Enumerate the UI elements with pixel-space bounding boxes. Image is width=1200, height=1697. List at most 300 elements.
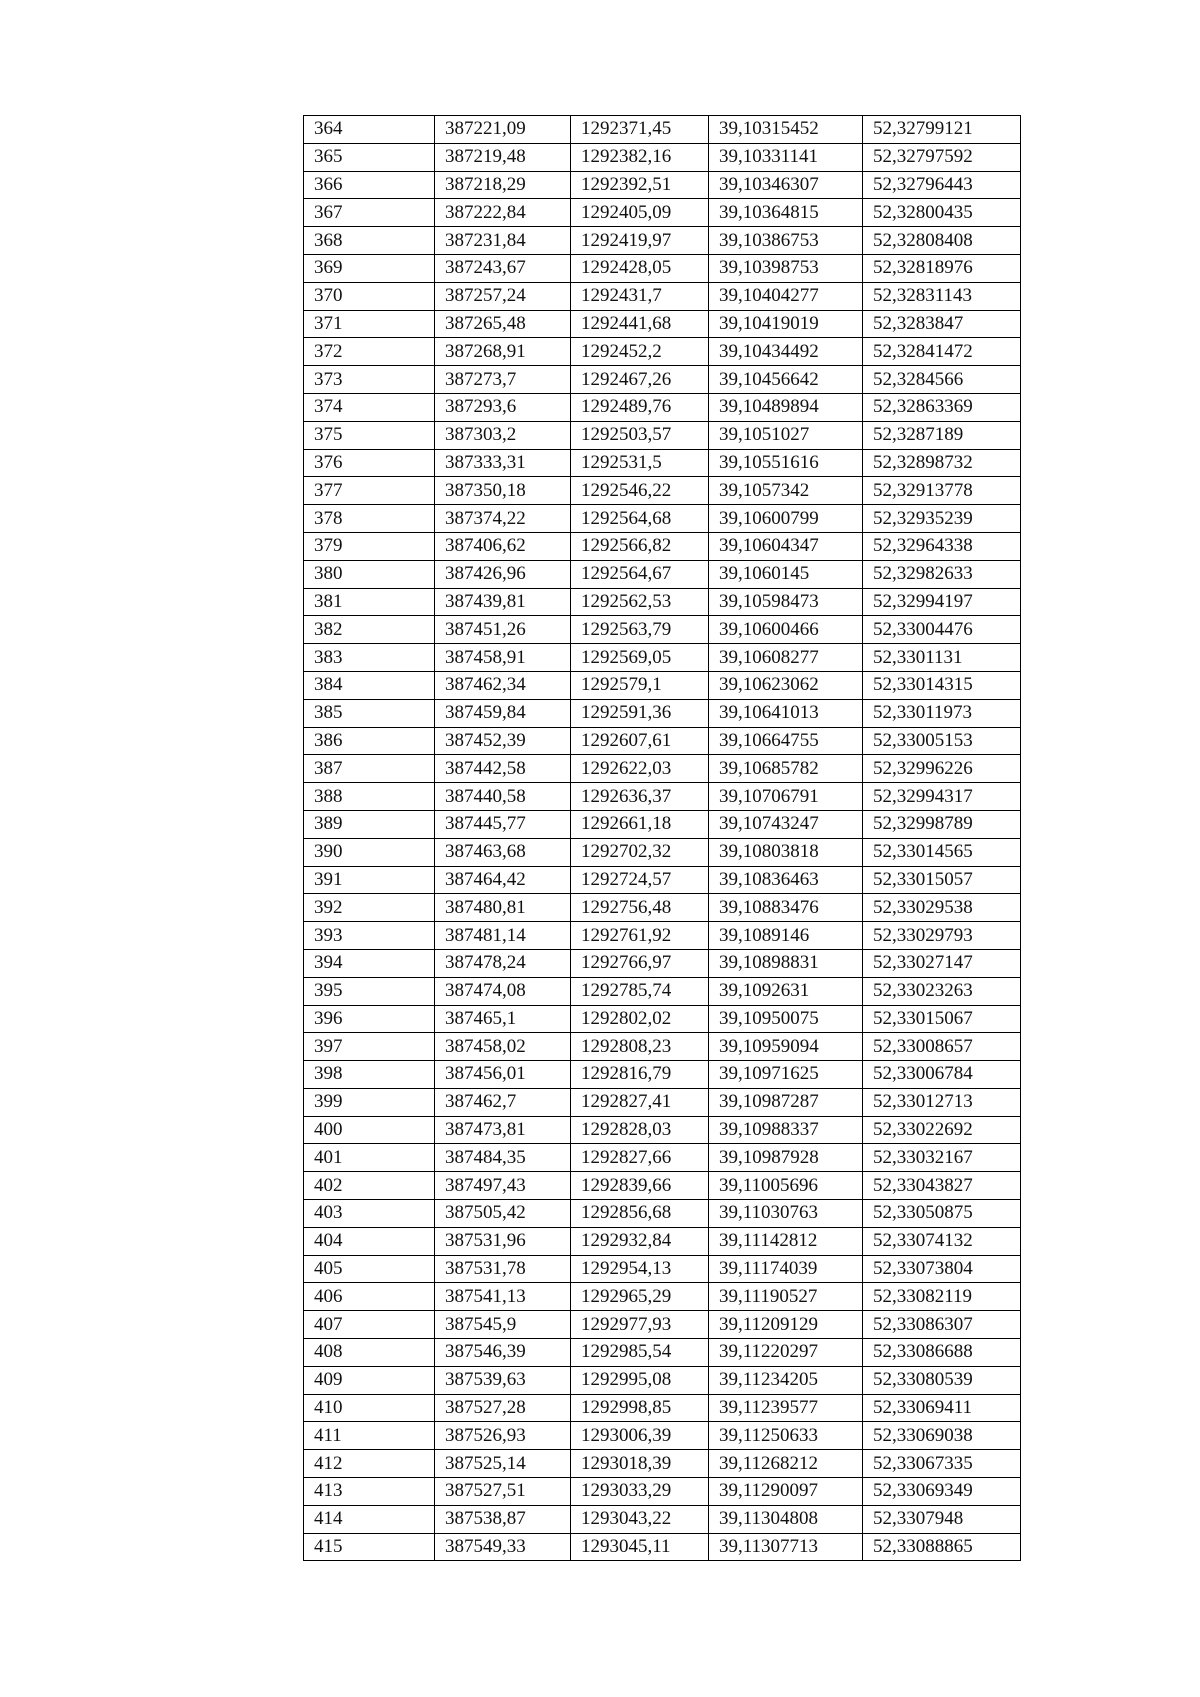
latitude-cell: 52,33074132	[863, 1227, 1021, 1255]
longitude-cell: 39,10456642	[709, 366, 863, 394]
x-coordinate-cell: 387549,33	[435, 1533, 571, 1561]
longitude-cell: 39,1057342	[709, 477, 863, 505]
x-coordinate-cell: 387406,62	[435, 532, 571, 560]
longitude-cell: 39,10604347	[709, 532, 863, 560]
table-row	[304, 588, 1021, 616]
longitude-cell: 39,11005696	[709, 1172, 863, 1200]
x-coordinate-cell: 387265,48	[435, 310, 571, 338]
table-row	[304, 449, 1021, 477]
latitude-cell: 52,33015067	[863, 1005, 1021, 1033]
latitude-cell: 52,32994317	[863, 783, 1021, 811]
longitude-cell: 39,1060145	[709, 560, 863, 588]
table-row	[304, 1172, 1021, 1200]
latitude-cell: 52,32841472	[863, 338, 1021, 366]
y-coordinate-cell: 1292785,74	[571, 977, 709, 1005]
table-row	[304, 866, 1021, 894]
point-number-cell: 392	[304, 894, 435, 922]
table-row	[304, 1005, 1021, 1033]
point-number-cell: 408	[304, 1339, 435, 1367]
table-row	[304, 116, 1021, 144]
table-row	[304, 838, 1021, 866]
longitude-cell: 39,10987287	[709, 1088, 863, 1116]
latitude-cell: 52,3287189	[863, 421, 1021, 449]
latitude-cell: 52,32831143	[863, 282, 1021, 310]
y-coordinate-cell: 1292802,02	[571, 1005, 709, 1033]
longitude-cell: 39,1089146	[709, 922, 863, 950]
x-coordinate-cell: 387231,84	[435, 227, 571, 255]
table-row	[304, 421, 1021, 449]
y-coordinate-cell: 1292766,97	[571, 949, 709, 977]
y-coordinate-cell: 1292405,09	[571, 199, 709, 227]
table-row	[304, 1505, 1021, 1533]
longitude-cell: 39,10950075	[709, 1005, 863, 1033]
point-number-cell: 375	[304, 421, 435, 449]
table-row	[304, 143, 1021, 171]
x-coordinate-cell: 387458,02	[435, 1033, 571, 1061]
y-coordinate-cell: 1292563,79	[571, 616, 709, 644]
table-row	[304, 1366, 1021, 1394]
longitude-cell: 39,10988337	[709, 1116, 863, 1144]
latitude-cell: 52,33004476	[863, 616, 1021, 644]
y-coordinate-cell: 1292702,32	[571, 838, 709, 866]
table-row	[304, 1339, 1021, 1367]
longitude-cell: 39,10971625	[709, 1061, 863, 1089]
table-row	[304, 1422, 1021, 1450]
longitude-cell: 39,10404277	[709, 282, 863, 310]
table-row	[304, 393, 1021, 421]
table-row	[304, 894, 1021, 922]
table-row	[304, 1088, 1021, 1116]
y-coordinate-cell: 1292503,57	[571, 421, 709, 449]
table-row	[304, 977, 1021, 1005]
point-number-cell: 407	[304, 1311, 435, 1339]
x-coordinate-cell: 387442,58	[435, 755, 571, 783]
table-row	[304, 922, 1021, 950]
latitude-cell: 52,33067335	[863, 1450, 1021, 1478]
point-number-cell: 406	[304, 1283, 435, 1311]
y-coordinate-cell: 1292932,84	[571, 1227, 709, 1255]
longitude-cell: 39,10803818	[709, 838, 863, 866]
point-number-cell: 405	[304, 1255, 435, 1283]
point-number-cell: 385	[304, 699, 435, 727]
table-row	[304, 1061, 1021, 1089]
x-coordinate-cell: 387478,24	[435, 949, 571, 977]
point-number-cell: 401	[304, 1144, 435, 1172]
point-number-cell: 413	[304, 1478, 435, 1506]
latitude-cell: 52,33023263	[863, 977, 1021, 1005]
table-row	[304, 1283, 1021, 1311]
y-coordinate-cell: 1292591,36	[571, 699, 709, 727]
point-number-cell: 383	[304, 644, 435, 672]
latitude-cell: 52,33032167	[863, 1144, 1021, 1172]
y-coordinate-cell: 1292562,53	[571, 588, 709, 616]
point-number-cell: 389	[304, 810, 435, 838]
point-number-cell: 374	[304, 393, 435, 421]
longitude-cell: 39,10386753	[709, 227, 863, 255]
point-number-cell: 397	[304, 1033, 435, 1061]
y-coordinate-cell: 1292995,08	[571, 1366, 709, 1394]
point-number-cell: 377	[304, 477, 435, 505]
x-coordinate-cell: 387445,77	[435, 810, 571, 838]
latitude-cell: 52,32935239	[863, 505, 1021, 533]
longitude-cell: 39,11239577	[709, 1394, 863, 1422]
latitude-cell: 52,33082119	[863, 1283, 1021, 1311]
table-row	[304, 783, 1021, 811]
x-coordinate-cell: 387462,7	[435, 1088, 571, 1116]
latitude-cell: 52,32982633	[863, 560, 1021, 588]
latitude-cell: 52,32964338	[863, 532, 1021, 560]
point-number-cell: 376	[304, 449, 435, 477]
point-number-cell: 367	[304, 199, 435, 227]
y-coordinate-cell: 1292756,48	[571, 894, 709, 922]
longitude-cell: 39,1051027	[709, 421, 863, 449]
x-coordinate-cell: 387465,1	[435, 1005, 571, 1033]
point-number-cell: 414	[304, 1505, 435, 1533]
y-coordinate-cell: 1292998,85	[571, 1394, 709, 1422]
x-coordinate-cell: 387527,28	[435, 1394, 571, 1422]
latitude-cell: 52,33014315	[863, 671, 1021, 699]
y-coordinate-cell: 1292828,03	[571, 1116, 709, 1144]
x-coordinate-cell: 387451,26	[435, 616, 571, 644]
table-row	[304, 810, 1021, 838]
x-coordinate-cell: 387459,84	[435, 699, 571, 727]
point-number-cell: 366	[304, 171, 435, 199]
table-row	[304, 532, 1021, 560]
table-row	[304, 1200, 1021, 1228]
longitude-cell: 39,10987928	[709, 1144, 863, 1172]
x-coordinate-cell: 387222,84	[435, 199, 571, 227]
point-number-cell: 364	[304, 116, 435, 144]
x-coordinate-cell: 387531,96	[435, 1227, 571, 1255]
longitude-cell: 39,11268212	[709, 1450, 863, 1478]
table-row	[304, 1533, 1021, 1561]
table-row	[304, 338, 1021, 366]
x-coordinate-cell: 387463,68	[435, 838, 571, 866]
point-number-cell: 415	[304, 1533, 435, 1561]
y-coordinate-cell: 1292954,13	[571, 1255, 709, 1283]
x-coordinate-cell: 387218,29	[435, 171, 571, 199]
longitude-cell: 39,10685782	[709, 755, 863, 783]
latitude-cell: 52,33069349	[863, 1478, 1021, 1506]
y-coordinate-cell: 1293033,29	[571, 1478, 709, 1506]
point-number-cell: 410	[304, 1394, 435, 1422]
longitude-cell: 39,10836463	[709, 866, 863, 894]
longitude-cell: 39,10743247	[709, 810, 863, 838]
point-number-cell: 395	[304, 977, 435, 1005]
longitude-cell: 39,11250633	[709, 1422, 863, 1450]
latitude-cell: 52,32996226	[863, 755, 1021, 783]
x-coordinate-cell: 387221,09	[435, 116, 571, 144]
table-row	[304, 616, 1021, 644]
point-number-cell: 404	[304, 1227, 435, 1255]
latitude-cell: 52,33012713	[863, 1088, 1021, 1116]
y-coordinate-cell: 1292382,16	[571, 143, 709, 171]
y-coordinate-cell: 1293043,22	[571, 1505, 709, 1533]
latitude-cell: 52,33050875	[863, 1200, 1021, 1228]
longitude-cell: 39,11209129	[709, 1311, 863, 1339]
longitude-cell: 39,10600799	[709, 505, 863, 533]
table-row	[304, 310, 1021, 338]
longitude-cell: 39,10434492	[709, 338, 863, 366]
x-coordinate-cell: 387350,18	[435, 477, 571, 505]
y-coordinate-cell: 1292579,1	[571, 671, 709, 699]
point-number-cell: 393	[304, 922, 435, 950]
coordinates-table-body	[304, 116, 1021, 1561]
latitude-cell: 52,3284566	[863, 366, 1021, 394]
longitude-cell: 39,10623062	[709, 671, 863, 699]
table-row	[304, 644, 1021, 672]
point-number-cell: 396	[304, 1005, 435, 1033]
x-coordinate-cell: 387303,2	[435, 421, 571, 449]
y-coordinate-cell: 1292827,41	[571, 1088, 709, 1116]
x-coordinate-cell: 387531,78	[435, 1255, 571, 1283]
longitude-cell: 39,10419019	[709, 310, 863, 338]
x-coordinate-cell: 387538,87	[435, 1505, 571, 1533]
point-number-cell: 399	[304, 1088, 435, 1116]
point-number-cell: 403	[304, 1200, 435, 1228]
x-coordinate-cell: 387480,81	[435, 894, 571, 922]
point-number-cell: 372	[304, 338, 435, 366]
longitude-cell: 39,10489894	[709, 393, 863, 421]
longitude-cell: 39,10364815	[709, 199, 863, 227]
x-coordinate-cell: 387545,9	[435, 1311, 571, 1339]
table-row	[304, 1255, 1021, 1283]
x-coordinate-cell: 387525,14	[435, 1450, 571, 1478]
point-number-cell: 388	[304, 783, 435, 811]
longitude-cell: 39,11304808	[709, 1505, 863, 1533]
y-coordinate-cell: 1292419,97	[571, 227, 709, 255]
latitude-cell: 52,33005153	[863, 727, 1021, 755]
y-coordinate-cell: 1292839,66	[571, 1172, 709, 1200]
table-row	[304, 1450, 1021, 1478]
latitude-cell: 52,33029793	[863, 922, 1021, 950]
table-row	[304, 366, 1021, 394]
x-coordinate-cell: 387273,7	[435, 366, 571, 394]
x-coordinate-cell: 387439,81	[435, 588, 571, 616]
longitude-cell: 39,10598473	[709, 588, 863, 616]
latitude-cell: 52,33029538	[863, 894, 1021, 922]
x-coordinate-cell: 387456,01	[435, 1061, 571, 1089]
latitude-cell: 52,32863369	[863, 393, 1021, 421]
latitude-cell: 52,32800435	[863, 199, 1021, 227]
latitude-cell: 52,32808408	[863, 227, 1021, 255]
y-coordinate-cell: 1292985,54	[571, 1339, 709, 1367]
latitude-cell: 52,33080539	[863, 1366, 1021, 1394]
latitude-cell: 52,33008657	[863, 1033, 1021, 1061]
table-row	[304, 254, 1021, 282]
latitude-cell: 52,33088865	[863, 1533, 1021, 1561]
x-coordinate-cell: 387546,39	[435, 1339, 571, 1367]
longitude-cell: 39,10608277	[709, 644, 863, 672]
y-coordinate-cell: 1292564,67	[571, 560, 709, 588]
latitude-cell: 52,32913778	[863, 477, 1021, 505]
table-row	[304, 505, 1021, 533]
y-coordinate-cell: 1292546,22	[571, 477, 709, 505]
latitude-cell: 52,33073804	[863, 1255, 1021, 1283]
table-row	[304, 1478, 1021, 1506]
table-row	[304, 227, 1021, 255]
table-row	[304, 699, 1021, 727]
table-row	[304, 199, 1021, 227]
latitude-cell: 52,32796443	[863, 171, 1021, 199]
table-row	[304, 727, 1021, 755]
x-coordinate-cell: 387293,6	[435, 393, 571, 421]
longitude-cell: 39,1092631	[709, 977, 863, 1005]
latitude-cell: 52,33043827	[863, 1172, 1021, 1200]
longitude-cell: 39,11030763	[709, 1200, 863, 1228]
longitude-cell: 39,10706791	[709, 783, 863, 811]
y-coordinate-cell: 1292965,29	[571, 1283, 709, 1311]
point-number-cell: 394	[304, 949, 435, 977]
point-number-cell: 390	[304, 838, 435, 866]
y-coordinate-cell: 1292816,79	[571, 1061, 709, 1089]
x-coordinate-cell: 387219,48	[435, 143, 571, 171]
table-row	[304, 1311, 1021, 1339]
x-coordinate-cell: 387497,43	[435, 1172, 571, 1200]
point-number-cell: 384	[304, 671, 435, 699]
y-coordinate-cell: 1292566,82	[571, 532, 709, 560]
y-coordinate-cell: 1293045,11	[571, 1533, 709, 1561]
y-coordinate-cell: 1292761,92	[571, 922, 709, 950]
latitude-cell: 52,33022692	[863, 1116, 1021, 1144]
y-coordinate-cell: 1292564,68	[571, 505, 709, 533]
latitude-cell: 52,33086307	[863, 1311, 1021, 1339]
point-number-cell: 370	[304, 282, 435, 310]
point-number-cell: 381	[304, 588, 435, 616]
point-number-cell: 368	[304, 227, 435, 255]
longitude-cell: 39,10398753	[709, 254, 863, 282]
x-coordinate-cell: 387440,58	[435, 783, 571, 811]
x-coordinate-cell: 387268,91	[435, 338, 571, 366]
y-coordinate-cell: 1292371,45	[571, 116, 709, 144]
longitude-cell: 39,10551616	[709, 449, 863, 477]
x-coordinate-cell: 387243,67	[435, 254, 571, 282]
y-coordinate-cell: 1292661,18	[571, 810, 709, 838]
longitude-cell: 39,11290097	[709, 1478, 863, 1506]
y-coordinate-cell: 1292808,23	[571, 1033, 709, 1061]
point-number-cell: 391	[304, 866, 435, 894]
x-coordinate-cell: 387539,63	[435, 1366, 571, 1394]
point-number-cell: 378	[304, 505, 435, 533]
y-coordinate-cell: 1292724,57	[571, 866, 709, 894]
point-number-cell: 365	[304, 143, 435, 171]
latitude-cell: 52,3307948	[863, 1505, 1021, 1533]
longitude-cell: 39,11190527	[709, 1283, 863, 1311]
point-number-cell: 379	[304, 532, 435, 560]
point-number-cell: 412	[304, 1450, 435, 1478]
point-number-cell: 411	[304, 1422, 435, 1450]
y-coordinate-cell: 1292607,61	[571, 727, 709, 755]
point-number-cell: 398	[304, 1061, 435, 1089]
point-number-cell: 409	[304, 1366, 435, 1394]
table-row	[304, 1144, 1021, 1172]
x-coordinate-cell: 387526,93	[435, 1422, 571, 1450]
latitude-cell: 52,33011973	[863, 699, 1021, 727]
y-coordinate-cell: 1292467,26	[571, 366, 709, 394]
point-number-cell: 386	[304, 727, 435, 755]
table-row	[304, 755, 1021, 783]
table-row	[304, 171, 1021, 199]
longitude-cell: 39,11307713	[709, 1533, 863, 1561]
table-row	[304, 1116, 1021, 1144]
point-number-cell: 371	[304, 310, 435, 338]
x-coordinate-cell: 387484,35	[435, 1144, 571, 1172]
x-coordinate-cell: 387333,31	[435, 449, 571, 477]
point-number-cell: 380	[304, 560, 435, 588]
longitude-cell: 39,10664755	[709, 727, 863, 755]
x-coordinate-cell: 387426,96	[435, 560, 571, 588]
longitude-cell: 39,10898831	[709, 949, 863, 977]
longitude-cell: 39,11234205	[709, 1366, 863, 1394]
point-number-cell: 369	[304, 254, 435, 282]
latitude-cell: 52,32799121	[863, 116, 1021, 144]
y-coordinate-cell: 1292392,51	[571, 171, 709, 199]
latitude-cell: 52,32998789	[863, 810, 1021, 838]
table-row	[304, 1227, 1021, 1255]
table-row	[304, 560, 1021, 588]
longitude-cell: 39,10959094	[709, 1033, 863, 1061]
table-row	[304, 477, 1021, 505]
table-row	[304, 282, 1021, 310]
table-row	[304, 1394, 1021, 1422]
point-number-cell: 400	[304, 1116, 435, 1144]
x-coordinate-cell: 387527,51	[435, 1478, 571, 1506]
y-coordinate-cell: 1293006,39	[571, 1422, 709, 1450]
point-number-cell: 402	[304, 1172, 435, 1200]
y-coordinate-cell: 1292622,03	[571, 755, 709, 783]
longitude-cell: 39,10883476	[709, 894, 863, 922]
x-coordinate-cell: 387374,22	[435, 505, 571, 533]
latitude-cell: 52,3301131	[863, 644, 1021, 672]
x-coordinate-cell: 387452,39	[435, 727, 571, 755]
longitude-cell: 39,10346307	[709, 171, 863, 199]
y-coordinate-cell: 1292636,37	[571, 783, 709, 811]
coordinates-table	[303, 115, 1021, 1561]
latitude-cell: 52,32994197	[863, 588, 1021, 616]
longitude-cell: 39,11220297	[709, 1339, 863, 1367]
longitude-cell: 39,10641013	[709, 699, 863, 727]
table-row	[304, 1033, 1021, 1061]
latitude-cell: 52,33086688	[863, 1339, 1021, 1367]
latitude-cell: 52,33069411	[863, 1394, 1021, 1422]
x-coordinate-cell: 387474,08	[435, 977, 571, 1005]
y-coordinate-cell: 1292827,66	[571, 1144, 709, 1172]
longitude-cell: 39,10331141	[709, 143, 863, 171]
x-coordinate-cell: 387505,42	[435, 1200, 571, 1228]
latitude-cell: 52,32818976	[863, 254, 1021, 282]
x-coordinate-cell: 387464,42	[435, 866, 571, 894]
y-coordinate-cell: 1292856,68	[571, 1200, 709, 1228]
longitude-cell: 39,10600466	[709, 616, 863, 644]
y-coordinate-cell: 1292489,76	[571, 393, 709, 421]
latitude-cell: 52,33014565	[863, 838, 1021, 866]
y-coordinate-cell: 1292428,05	[571, 254, 709, 282]
y-coordinate-cell: 1292531,5	[571, 449, 709, 477]
y-coordinate-cell: 1292452,2	[571, 338, 709, 366]
latitude-cell: 52,32898732	[863, 449, 1021, 477]
latitude-cell: 52,3283847	[863, 310, 1021, 338]
y-coordinate-cell: 1292977,93	[571, 1311, 709, 1339]
x-coordinate-cell: 387481,14	[435, 922, 571, 950]
latitude-cell: 52,33069038	[863, 1422, 1021, 1450]
latitude-cell: 52,33015057	[863, 866, 1021, 894]
x-coordinate-cell: 387473,81	[435, 1116, 571, 1144]
latitude-cell: 52,33006784	[863, 1061, 1021, 1089]
y-coordinate-cell: 1292431,7	[571, 282, 709, 310]
x-coordinate-cell: 387541,13	[435, 1283, 571, 1311]
point-number-cell: 373	[304, 366, 435, 394]
y-coordinate-cell: 1292569,05	[571, 644, 709, 672]
